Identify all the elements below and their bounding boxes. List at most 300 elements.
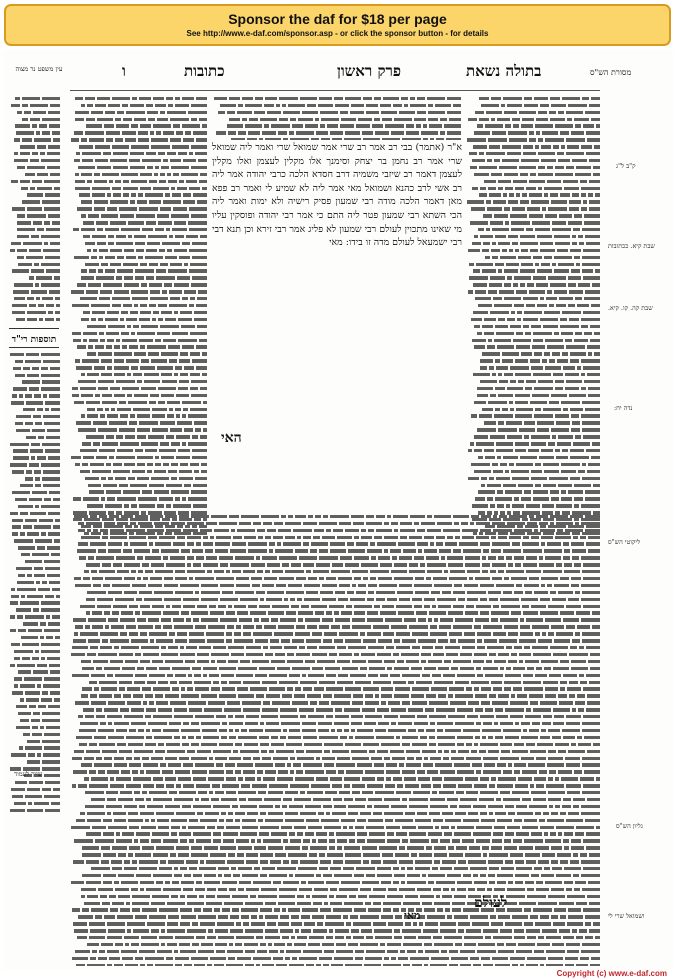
illegible-word	[322, 618, 333, 621]
illegible-word	[582, 791, 600, 794]
illegible-word	[434, 846, 446, 849]
illegible-word	[115, 138, 123, 141]
illegible-word	[132, 297, 148, 300]
illegible-word	[575, 832, 584, 835]
illegible-word	[148, 584, 162, 587]
illegible-word	[538, 187, 542, 190]
illegible-word	[488, 591, 501, 594]
illegible-word	[539, 556, 543, 559]
illegible-word	[524, 646, 530, 649]
illegible-word	[237, 611, 248, 614]
illegible-word	[372, 124, 383, 127]
illegible-word	[492, 256, 498, 259]
illegible-word	[211, 687, 220, 690]
illegible-word	[585, 529, 600, 532]
illegible-word	[583, 605, 600, 608]
illegible-word	[224, 708, 241, 711]
illegible-word	[159, 180, 166, 183]
illegible-word	[488, 187, 496, 190]
illegible-word	[342, 625, 350, 628]
illegible-word	[157, 366, 173, 369]
illegible-word	[529, 180, 545, 183]
illegible-word	[556, 563, 562, 566]
illegible-word	[560, 325, 579, 328]
illegible-word	[563, 798, 571, 801]
illegible-word	[550, 591, 556, 594]
illegible-word	[522, 770, 537, 773]
illegible-word	[583, 124, 594, 127]
illegible-word	[120, 708, 129, 711]
illegible-word	[488, 805, 503, 808]
illegible-word	[409, 570, 425, 573]
illegible-word	[153, 187, 169, 190]
illegible-word	[190, 332, 207, 335]
illegible-word	[312, 653, 327, 656]
illegible-word	[501, 104, 505, 107]
illegible-word	[299, 708, 314, 711]
illegible-word	[189, 708, 202, 711]
illegible-word	[571, 131, 584, 134]
illegible-word	[240, 660, 250, 663]
illegible-word	[319, 646, 335, 649]
illegible-word	[472, 504, 488, 507]
illegible-word	[81, 763, 92, 766]
illegible-word	[337, 536, 352, 539]
illegible-word	[587, 701, 600, 704]
illegible-word	[73, 639, 86, 642]
illegible-word	[499, 380, 508, 383]
illegible-word	[129, 632, 138, 635]
illegible-word	[108, 235, 114, 238]
illegible-word	[550, 97, 560, 100]
illegible-word	[443, 674, 455, 677]
illegible-word	[196, 784, 210, 787]
illegible-word	[568, 750, 585, 753]
illegible-word	[541, 449, 553, 452]
illegible-word	[517, 311, 522, 314]
illegible-word	[437, 522, 452, 525]
illegible-word	[150, 297, 168, 300]
illegible-word	[493, 470, 503, 473]
illegible-word	[166, 784, 174, 787]
illegible-word	[196, 736, 201, 739]
illegible-word	[543, 408, 561, 411]
illegible-word	[572, 708, 576, 711]
illegible-word	[85, 477, 99, 480]
illegible-word	[515, 249, 519, 252]
illegible-word	[262, 131, 276, 134]
illegible-word	[165, 193, 170, 196]
illegible-word	[137, 463, 145, 466]
illegible-word	[524, 311, 542, 314]
illegible-word	[321, 118, 339, 121]
illegible-word	[116, 435, 123, 438]
illegible-word	[80, 470, 90, 473]
illegible-word	[222, 722, 227, 725]
illegible-word	[289, 729, 300, 732]
illegible-word	[149, 401, 156, 404]
illegible-word	[511, 653, 517, 656]
illegible-word	[308, 826, 322, 829]
illegible-word	[235, 819, 240, 822]
illegible-word	[532, 646, 548, 649]
illegible-word	[161, 311, 172, 314]
illegible-word	[91, 674, 105, 677]
illegible-word	[324, 763, 334, 766]
illegible-word	[152, 408, 167, 411]
illegible-word	[579, 646, 584, 649]
illegible-word	[423, 763, 433, 766]
illegible-word	[512, 542, 520, 545]
illegible-word	[566, 138, 585, 141]
illegible-word	[562, 729, 580, 732]
illegible-word	[228, 715, 233, 718]
illegible-word	[134, 118, 146, 121]
illegible-word	[541, 577, 558, 580]
illegible-word	[562, 449, 568, 452]
illegible-word	[439, 791, 454, 794]
illegible-word	[89, 681, 97, 684]
illegible-word	[332, 563, 343, 566]
illegible-word	[235, 591, 254, 594]
illegible-word	[163, 556, 168, 559]
illegible-word	[219, 667, 236, 670]
illegible-word	[443, 529, 460, 532]
illegible-word	[114, 722, 129, 725]
illegible-word	[511, 577, 527, 580]
illegible-word	[142, 687, 151, 690]
illegible-word	[198, 290, 207, 293]
illegible-word	[517, 812, 533, 815]
illegible-word	[352, 618, 365, 621]
illegible-word	[565, 529, 583, 532]
illegible-word	[101, 497, 105, 500]
illegible-word	[140, 770, 144, 773]
illegible-word	[205, 549, 213, 552]
illegible-word	[510, 325, 521, 328]
illegible-word	[334, 97, 343, 100]
illegible-word	[485, 708, 493, 711]
illegible-word	[407, 757, 414, 760]
illegible-word	[572, 193, 579, 196]
illegible-word	[307, 104, 316, 107]
illegible-word	[107, 798, 116, 801]
illegible-word	[102, 563, 111, 566]
illegible-word	[471, 207, 485, 210]
illegible-word	[494, 660, 506, 663]
illegible-word	[324, 750, 330, 753]
illegible-word	[563, 556, 570, 559]
illegible-word	[469, 263, 474, 266]
illegible-word	[447, 111, 461, 114]
illegible-word	[138, 497, 157, 500]
illegible-word	[586, 542, 600, 545]
illegible-word	[408, 708, 423, 711]
illegible-word	[568, 276, 581, 279]
illegible-word	[445, 819, 461, 822]
illegible-word	[357, 729, 373, 732]
illegible-word	[168, 345, 180, 348]
illegible-word	[466, 687, 472, 690]
illegible-word	[575, 124, 581, 127]
illegible-word	[496, 477, 510, 480]
illegible-word	[568, 598, 579, 601]
illegible-word	[91, 777, 108, 780]
illegible-word	[178, 387, 188, 390]
illegible-word	[529, 694, 543, 697]
illegible-word	[508, 763, 512, 766]
illegible-word	[376, 598, 385, 601]
illegible-word	[580, 777, 594, 780]
illegible-word	[481, 701, 490, 704]
illegible-word	[488, 339, 492, 342]
illegible-word	[116, 777, 131, 780]
illegible-word	[275, 853, 286, 856]
illegible-word	[488, 556, 496, 559]
illegible-word	[217, 660, 226, 663]
illegible-word	[139, 318, 150, 321]
illegible-word	[98, 729, 114, 732]
illegible-word	[186, 180, 197, 183]
illegible-word	[477, 387, 493, 390]
illegible-word	[531, 366, 543, 369]
illegible-word	[104, 522, 115, 525]
illegible-word	[297, 757, 314, 760]
illegible-word	[311, 784, 330, 787]
illegible-word	[500, 618, 518, 621]
illegible-word	[200, 529, 212, 532]
illegible-word	[418, 639, 436, 642]
illegible-word	[391, 570, 407, 573]
illegible-word	[486, 152, 505, 155]
illegible-word	[279, 556, 297, 559]
masores-header: מסורת הש"ס	[590, 68, 632, 77]
illegible-word	[474, 653, 487, 656]
illegible-word	[401, 653, 419, 656]
illegible-word	[421, 653, 431, 656]
illegible-word	[542, 632, 546, 635]
illegible-word	[219, 743, 233, 746]
illegible-word	[109, 180, 113, 183]
illegible-word	[402, 138, 421, 140]
illegible-word	[131, 722, 146, 725]
illegible-word	[453, 591, 465, 594]
illegible-word	[107, 812, 111, 815]
illegible-word	[326, 674, 336, 677]
illegible-word	[238, 791, 256, 794]
illegible-word	[214, 97, 227, 100]
illegible-word	[156, 784, 164, 787]
illegible-word	[81, 414, 85, 417]
illegible-word	[261, 750, 267, 753]
illegible-word	[248, 131, 260, 134]
illegible-word	[152, 428, 168, 431]
illegible-word	[592, 625, 600, 628]
illegible-word	[145, 193, 163, 196]
illegible-word	[525, 332, 531, 335]
illegible-word	[193, 131, 207, 134]
illegible-word	[539, 819, 545, 822]
illegible-word	[302, 722, 316, 725]
illegible-word	[536, 131, 540, 134]
illegible-word	[248, 798, 262, 801]
illegible-word	[543, 812, 549, 815]
illegible-word	[472, 159, 485, 162]
illegible-word	[167, 249, 172, 252]
illegible-word	[145, 819, 149, 822]
illegible-word	[213, 805, 230, 808]
illegible-word	[484, 449, 494, 452]
illegible-word	[269, 549, 273, 552]
illegible-word	[556, 304, 566, 307]
illegible-word	[489, 145, 500, 148]
illegible-word	[549, 401, 559, 404]
illegible-word	[277, 667, 290, 670]
illegible-word	[586, 708, 600, 711]
sponsor-banner[interactable]	[4, 4, 671, 46]
illegible-word	[133, 408, 150, 411]
illegible-word	[114, 345, 120, 348]
illegible-word	[303, 763, 322, 766]
illegible-word	[305, 805, 321, 808]
illegible-word	[334, 694, 351, 697]
illegible-word	[537, 421, 554, 424]
illegible-word	[398, 722, 412, 725]
illegible-word	[226, 826, 240, 829]
illegible-word	[305, 660, 315, 663]
illegible-word	[509, 401, 513, 404]
illegible-word	[381, 111, 397, 114]
illegible-word	[506, 570, 524, 573]
illegible-word	[531, 435, 550, 438]
illegible-word	[267, 563, 280, 566]
illegible-word	[457, 770, 474, 773]
illegible-word	[555, 414, 569, 417]
illegible-word	[141, 646, 159, 649]
illegible-word	[480, 598, 487, 601]
illegible-word	[386, 770, 400, 773]
illegible-word	[163, 463, 169, 466]
illegible-word	[134, 235, 146, 238]
illegible-word	[138, 625, 153, 628]
illegible-word	[96, 667, 102, 670]
illegible-word	[182, 297, 188, 300]
illegible-word	[391, 522, 398, 525]
illegible-word	[584, 221, 600, 224]
illegible-word	[197, 660, 209, 663]
illegible-word	[318, 722, 332, 725]
illegible-word	[538, 138, 543, 141]
illegible-word	[152, 832, 169, 835]
illegible-word	[576, 263, 580, 266]
illegible-word	[301, 605, 309, 608]
illegible-word	[344, 708, 360, 711]
illegible-word	[149, 200, 161, 203]
illegible-word	[235, 729, 239, 732]
illegible-word	[514, 646, 522, 649]
illegible-word	[521, 159, 539, 162]
illegible-word	[145, 256, 163, 259]
illegible-word	[585, 235, 600, 238]
illegible-word	[91, 304, 110, 307]
illegible-word	[561, 470, 576, 473]
illegible-word	[556, 826, 574, 829]
illegible-word	[540, 249, 555, 252]
illegible-word	[135, 674, 147, 677]
illegible-word	[103, 484, 117, 487]
illegible-word	[472, 187, 478, 190]
illegible-word	[478, 456, 483, 459]
illegible-word	[571, 743, 576, 746]
illegible-word	[347, 591, 354, 594]
illegible-word	[429, 611, 446, 614]
illegible-word	[440, 839, 450, 842]
illegible-word	[213, 839, 221, 842]
illegible-word	[163, 131, 174, 134]
illegible-word	[168, 104, 173, 107]
illegible-word	[582, 263, 600, 266]
illegible-word	[243, 708, 260, 711]
illegible-word	[357, 832, 367, 835]
illegible-word	[196, 97, 207, 100]
illegible-word	[587, 470, 600, 473]
illegible-word	[344, 784, 350, 787]
illegible-word	[424, 667, 436, 670]
illegible-word	[208, 625, 225, 628]
illegible-word	[516, 832, 529, 835]
illegible-word	[148, 352, 159, 355]
illegible-word	[444, 660, 451, 663]
illegible-word	[449, 687, 464, 690]
illegible-word	[495, 359, 500, 362]
illegible-word	[163, 339, 176, 342]
illegible-word	[390, 549, 401, 552]
illegible-word	[283, 798, 292, 801]
illegible-word	[527, 283, 534, 286]
illegible-word	[581, 522, 600, 525]
illegible-word	[489, 694, 496, 697]
illegible-word	[548, 605, 564, 608]
illegible-word	[209, 770, 224, 773]
illegible-word	[436, 138, 444, 140]
illegible-word	[421, 522, 435, 525]
illegible-word	[134, 304, 138, 307]
illegible-word	[512, 750, 528, 753]
illegible-word	[124, 577, 135, 580]
illegible-word	[86, 290, 98, 293]
illegible-word	[465, 611, 478, 614]
illegible-word	[367, 611, 378, 614]
illegible-word	[400, 536, 407, 539]
illegible-word	[113, 812, 126, 815]
illegible-word	[414, 584, 432, 587]
illegible-word	[177, 187, 187, 190]
illegible-word	[405, 784, 419, 787]
illegible-word	[588, 352, 592, 355]
illegible-word	[518, 777, 532, 780]
illegible-word	[179, 180, 184, 183]
illegible-word	[434, 681, 453, 684]
illegible-word	[498, 653, 509, 656]
illegible-word	[555, 743, 569, 746]
illegible-word	[128, 221, 144, 224]
illegible-word	[582, 463, 586, 466]
illegible-word	[582, 591, 600, 594]
illegible-word	[353, 694, 363, 697]
illegible-word	[557, 853, 571, 856]
illegible-word	[154, 173, 158, 176]
illegible-word	[500, 463, 507, 466]
